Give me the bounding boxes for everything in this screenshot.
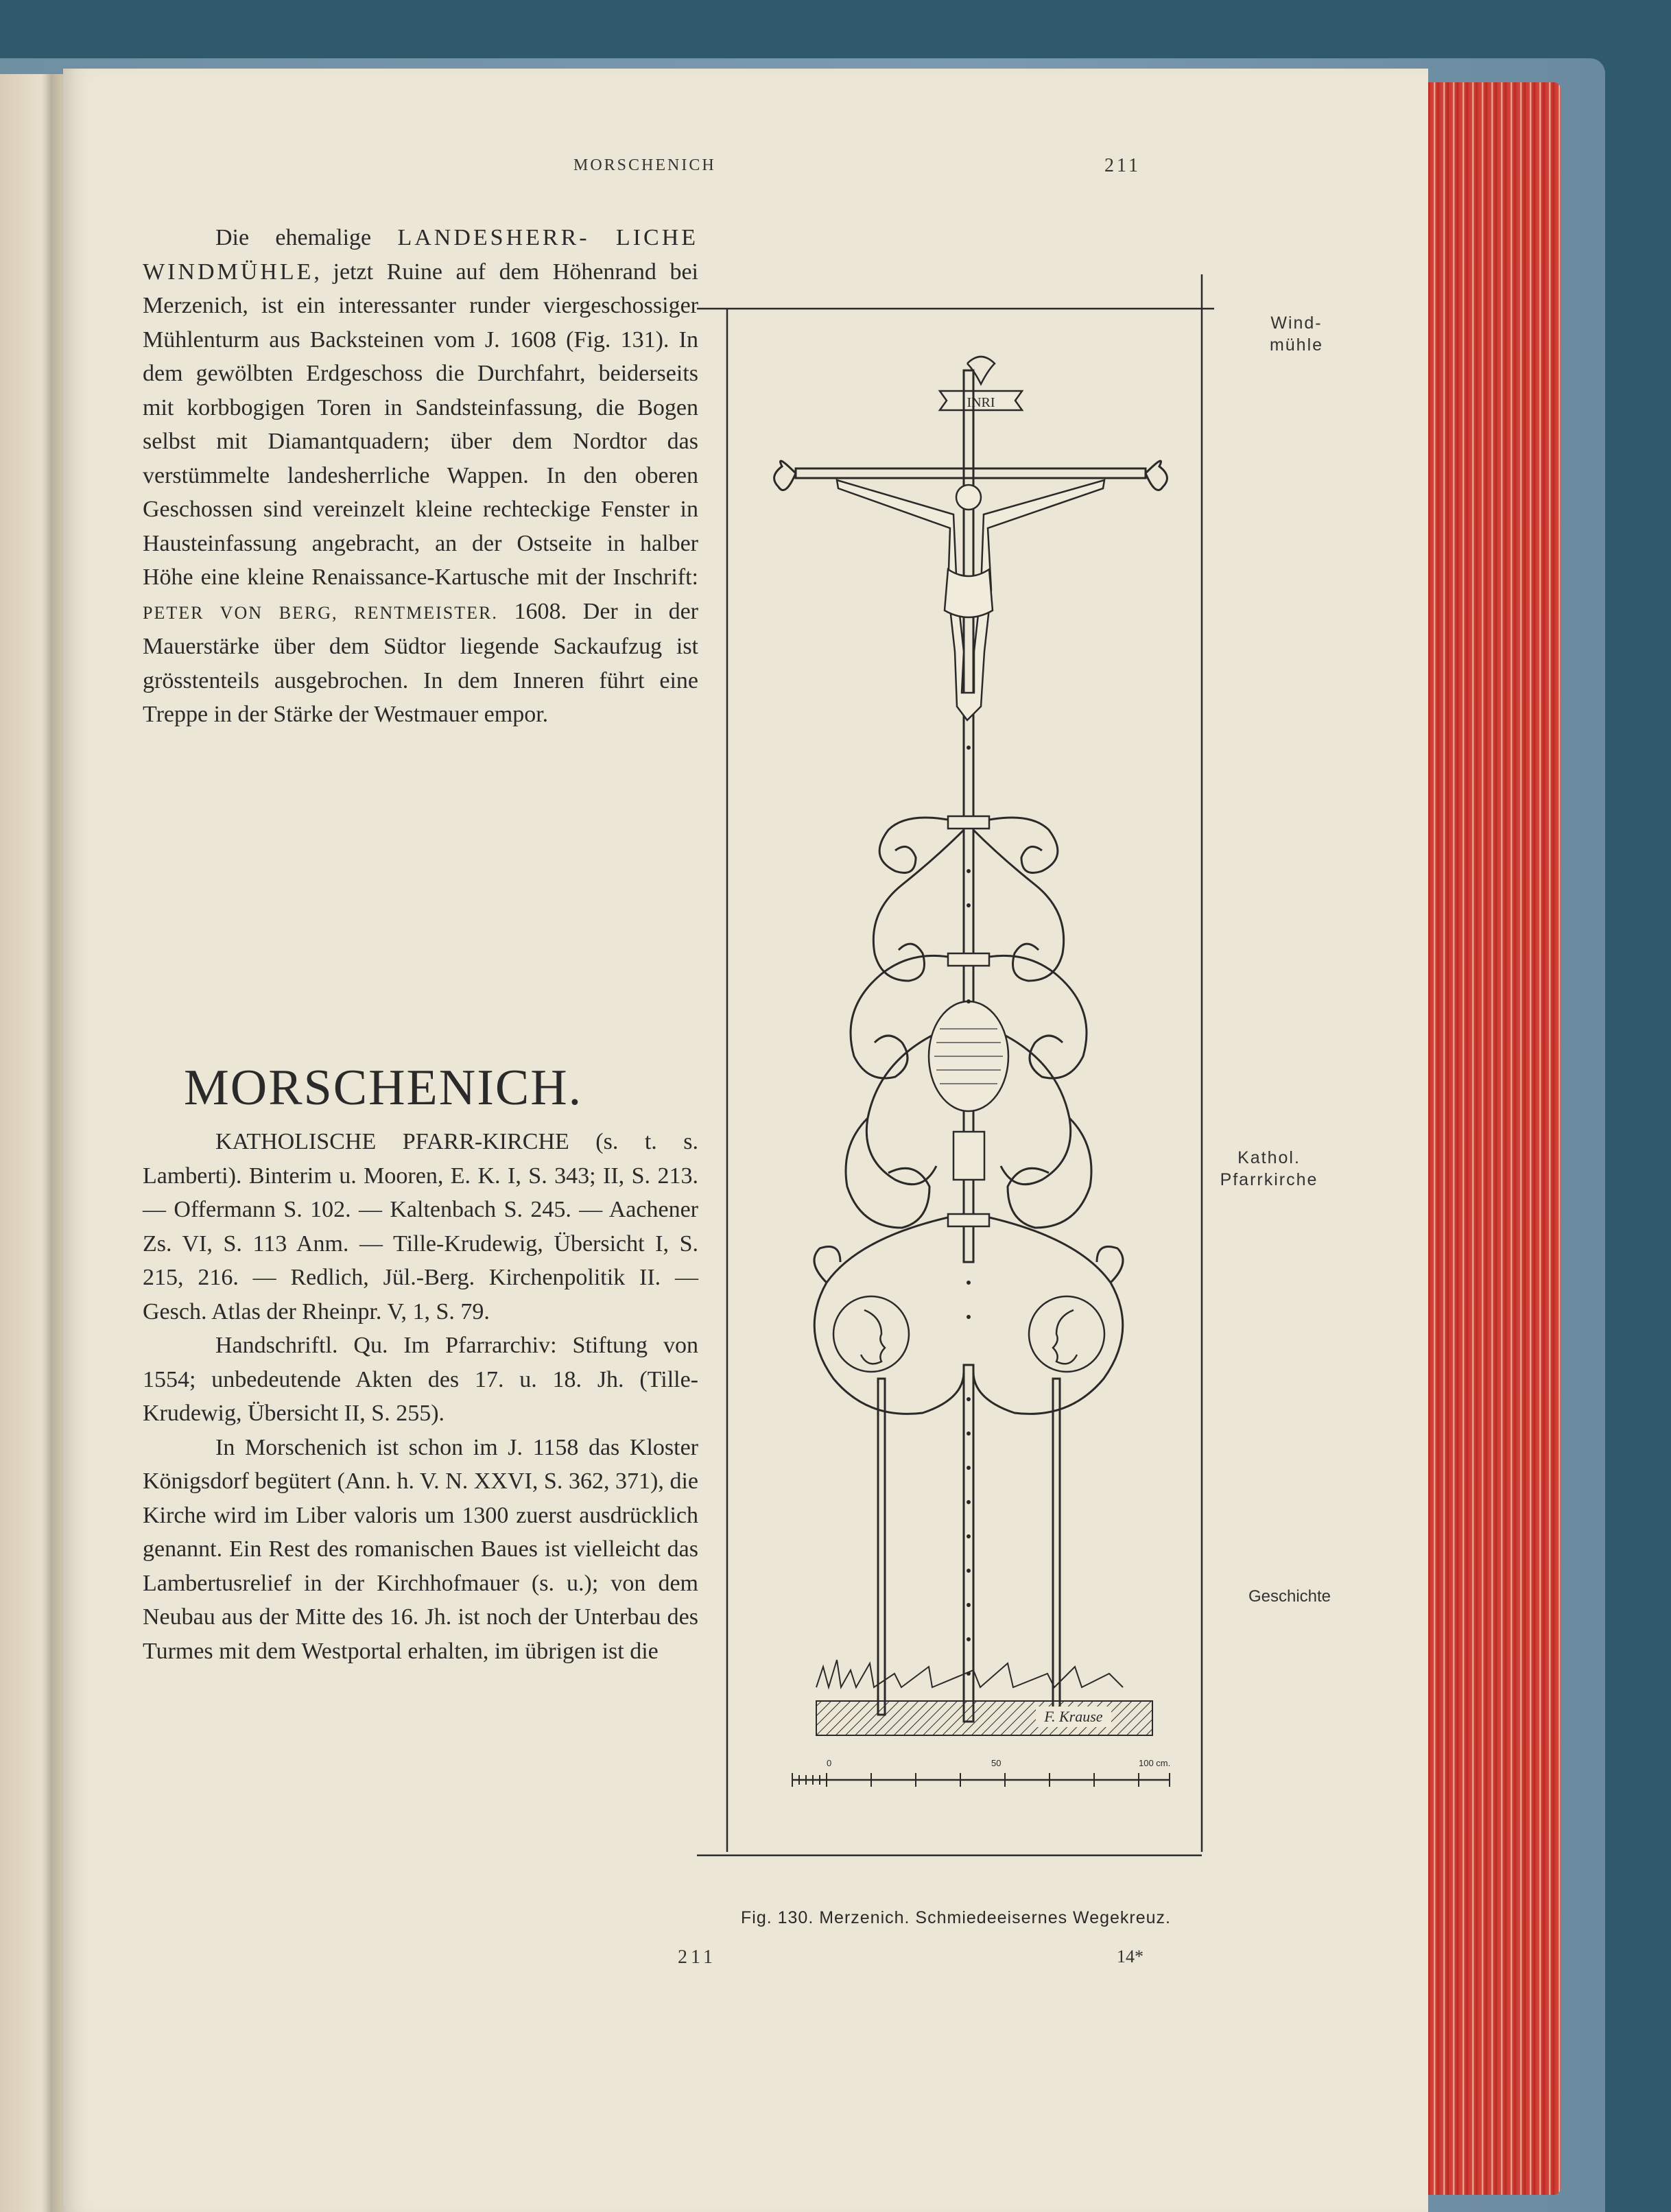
text-run: LANDESHERR- <box>397 225 590 250</box>
text-run: Binterim u. Mooren <box>248 1163 438 1189</box>
support-posts <box>878 1365 1060 1722</box>
text-run: Pfarrarchiv <box>445 1333 551 1358</box>
figure-caption: Fig. 130. Merzenich. Schmiedeeisernes Wegekreuz. <box>741 1908 1171 1927</box>
signature-mark: 14* <box>1117 1947 1143 1966</box>
paragraph-geschichte <box>143 1431 698 1669</box>
text-run: Die ehemalige <box>215 225 398 250</box>
text-run: S. 102. — <box>275 1197 390 1222</box>
paragraph-pfarrkirche <box>143 1125 698 1329</box>
medallion-faces <box>833 1296 1104 1372</box>
text-run: , Übersicht II, S. 255). <box>235 1401 445 1426</box>
margin-note-geschichte: Geschichte <box>1248 1587 1331 1606</box>
text-run: Handschriftl. Qu. <box>215 1333 388 1358</box>
text-run: Tille-Krudewig <box>143 1366 698 1426</box>
text-run: Redlich <box>290 1265 364 1290</box>
inri-banner <box>940 357 1022 410</box>
gutter-shadow <box>41 74 62 2212</box>
text-run: 1608. Der in der Mauerstärke über dem Südtor liegende Sackaufzug ist grösstenteils ausgebrochen. In dem Inneren führt eine Treppe in der Stärke der Westmauer empor. <box>143 598 698 727</box>
text-run: PETER VON BERG, RENTMEISTER. <box>143 602 498 623</box>
scale-bar <box>792 1758 1170 1787</box>
margin-note-line: mühle <box>1269 335 1324 355</box>
text-run: Offermann <box>174 1197 276 1222</box>
page-block-edges <box>1420 82 1561 2195</box>
section-heading: MORSCHENICH. <box>184 1060 583 1116</box>
text-run: , Übersicht I, S. 215, 216. — <box>143 1230 698 1290</box>
running-head: MORSCHENICH <box>573 156 716 174</box>
text-run: : Stiftung von 1554; unbedeutende Akten des 17. u. 18. Jh. ( <box>143 1333 698 1392</box>
margin-note-line: Wind- <box>1270 313 1323 333</box>
text-run: , Jül.-Berg. Kirchenpolitik II. — Gesch. Atlas der Rheinpr. V, 1, S. 79. <box>143 1265 698 1324</box>
scale-label-0: 0 <box>827 1758 832 1768</box>
inri-text: INRI <box>967 395 995 410</box>
scale-label-100: 100 cm. <box>1139 1758 1171 1768</box>
plaque-and-collars <box>929 816 1008 1226</box>
text-run: (s. t. s. Lamberti). <box>143 1129 699 1189</box>
paragraph-windmuehle <box>143 221 698 732</box>
text-run: KATHOLISCHE PFARR-KIRCHE <box>215 1129 569 1154</box>
draftsman-signature: F. Krause <box>1044 1708 1103 1725</box>
text-run: Kaltenbach <box>390 1197 497 1222</box>
text-run: , jetzt Ruine auf dem Höhenrand bei Merzenich, ist ein interessanter runder viergeschossiger Mühlenturm aus Backsteinen vom J. 1608 (Fig. 131). In dem gewölbten Erdgeschoss die Durchfahrt, beiderseits mit korbbogigen Toren in Sandsteinfassung, die Bogen selbst mit Diamantquadern; über dem Nordtor das verstümmelte landesherrliche Wappen. In den oberen Geschossen sind vereinzelt kleine rechteckige Fenster in Hausteinfassung angebracht, an der Ostseite in halber Höhe eine kleine Renaissance-Kartusche mit der Inschrift: <box>143 259 698 590</box>
text-run: Im <box>388 1333 446 1358</box>
text-run: Tille-Krudewig <box>393 1230 538 1257</box>
text-run: S. 245. — Aachener Zs. VI, S. 113 Anm. — <box>143 1197 698 1257</box>
corpus <box>837 480 1104 720</box>
paragraph-quellen <box>143 1329 698 1431</box>
figure-wegekreuz <box>693 267 1214 1900</box>
margin-note-pfarrkirche <box>1194 1147 1344 1191</box>
text-run: , E. K. I, S. 343; II, S. 213. — <box>143 1163 698 1222</box>
post-rivets <box>967 746 971 1676</box>
margin-note-line: Kathol. <box>1237 1148 1301 1167</box>
body-text-windmuehle <box>143 221 698 732</box>
margin-note-line: Pfarrkirche <box>1220 1170 1318 1189</box>
page-number-bottom: 211 <box>678 1947 716 1968</box>
text-run: LICHE WINDMÜHLE <box>143 225 699 285</box>
margin-note-windmuehle <box>1255 312 1338 356</box>
signature-box <box>1036 1706 1111 1727</box>
text-run: In Morschenich ist schon im J. 1158 das Kloster Königsdorf begütert (Ann. h. V. N. XXVI, S. 362, 371), die Kirche wird im Liber valoris um 1300 zuerst ausdrücklich genannt. Ein Rest des romanischen Baues ist vielleicht das Lambertusrelief in der Kirchhofmauer (s. u.); von dem Neubau aus der Mitte des 16. Jh. ist noch der Unterbau des Turmes mit dem Westportal erhalten, im übrigen ist die <box>143 1434 698 1664</box>
scale-label-50: 50 <box>991 1758 1002 1768</box>
body-text-morschenich <box>143 1125 698 1668</box>
page-number-top: 211 <box>1104 155 1141 176</box>
text-run <box>590 225 616 250</box>
